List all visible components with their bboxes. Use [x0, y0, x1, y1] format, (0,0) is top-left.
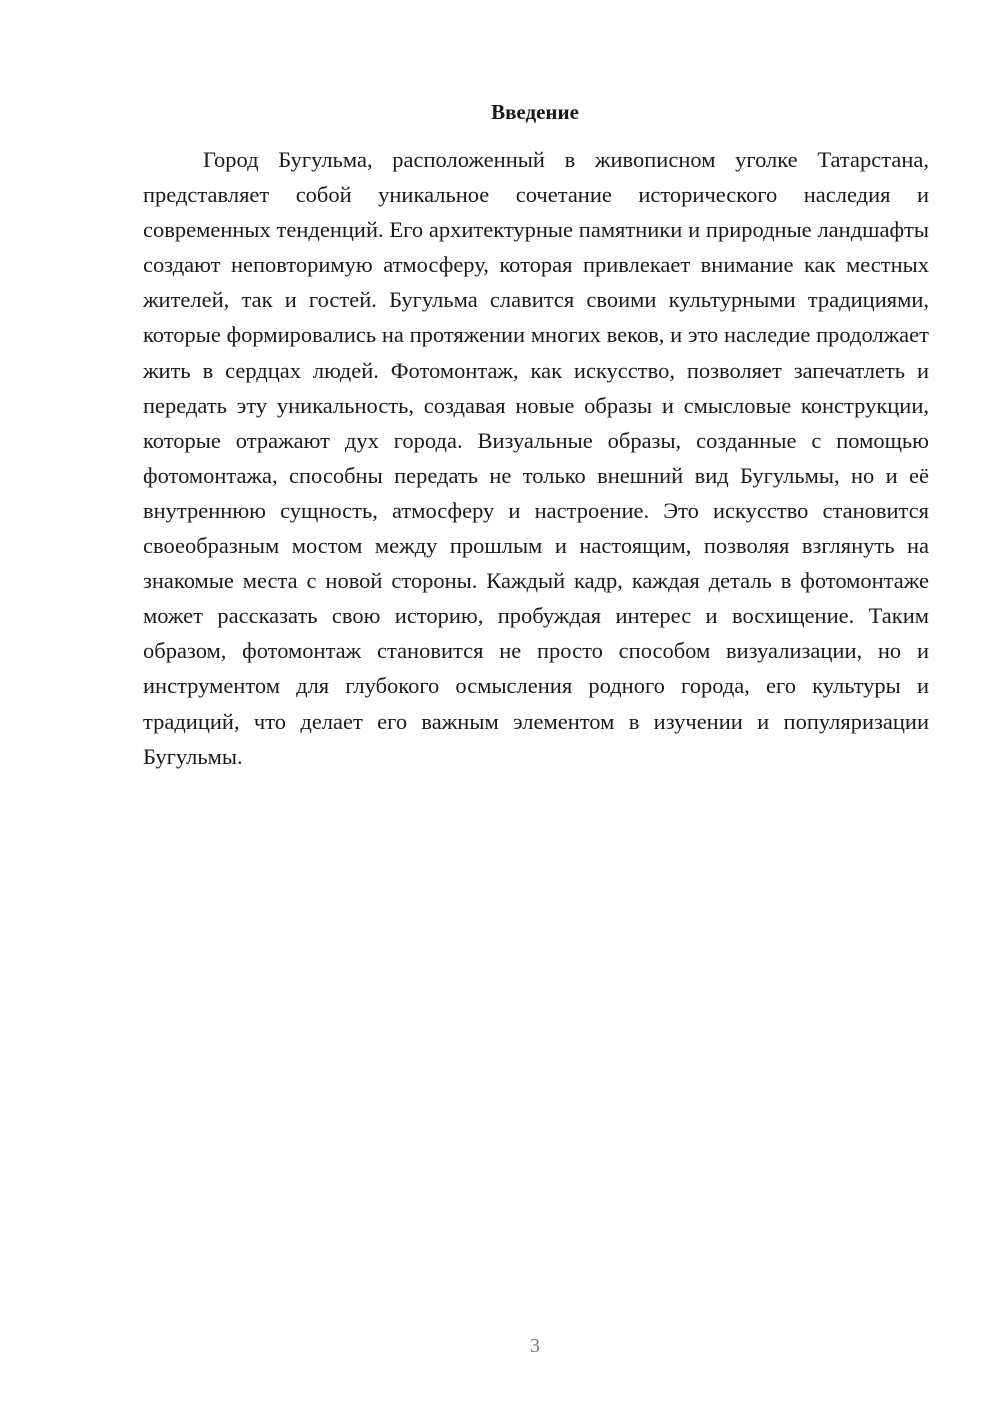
page-number: 3	[530, 1335, 540, 1357]
section-heading: Введение	[491, 100, 579, 124]
intro-paragraph: Город Бугульма, расположенный в живописном уголке Татарстана, представляет собой уникальное сочетание исторического наследия и современных тенденций. Его архитектурные памятники и природные ландшафты создают неповторимую атмосферу, которая привлекает внимание как местных жителей, так и гостей. Бугульма славится своими культурными традициями, которые формировались на протяжении многих веков, и это наследие продолжает жить в сердцах людей. Фотомонтаж, как искусство, позволяет запечатлеть и передать эту уникальность, создавая новые образы и смысловые конструкции, которые отражают дух города. Визуальные образы, созданные с помощью фотомонтажа, способны передать не только внешний вид Бугульмы, но и её внутреннюю сущность, атмосферу и настроение. Это искусство становится своеобразным мостом между прошлым и настоящим, позволяя взглянуть на знакомые места с новой стороны. Каждый кадр, каждая деталь в фотомонтаже может рассказать свою историю, пробуждая интерес и восхищение. Таким образом, фотомонтаж становится не просто способом визуализации, но и инструментом для глубокого осмысления родного города, его культуры и традиций, что делает его важным элементом в изучении и популяризации Бугульмы.	[143, 147, 929, 769]
